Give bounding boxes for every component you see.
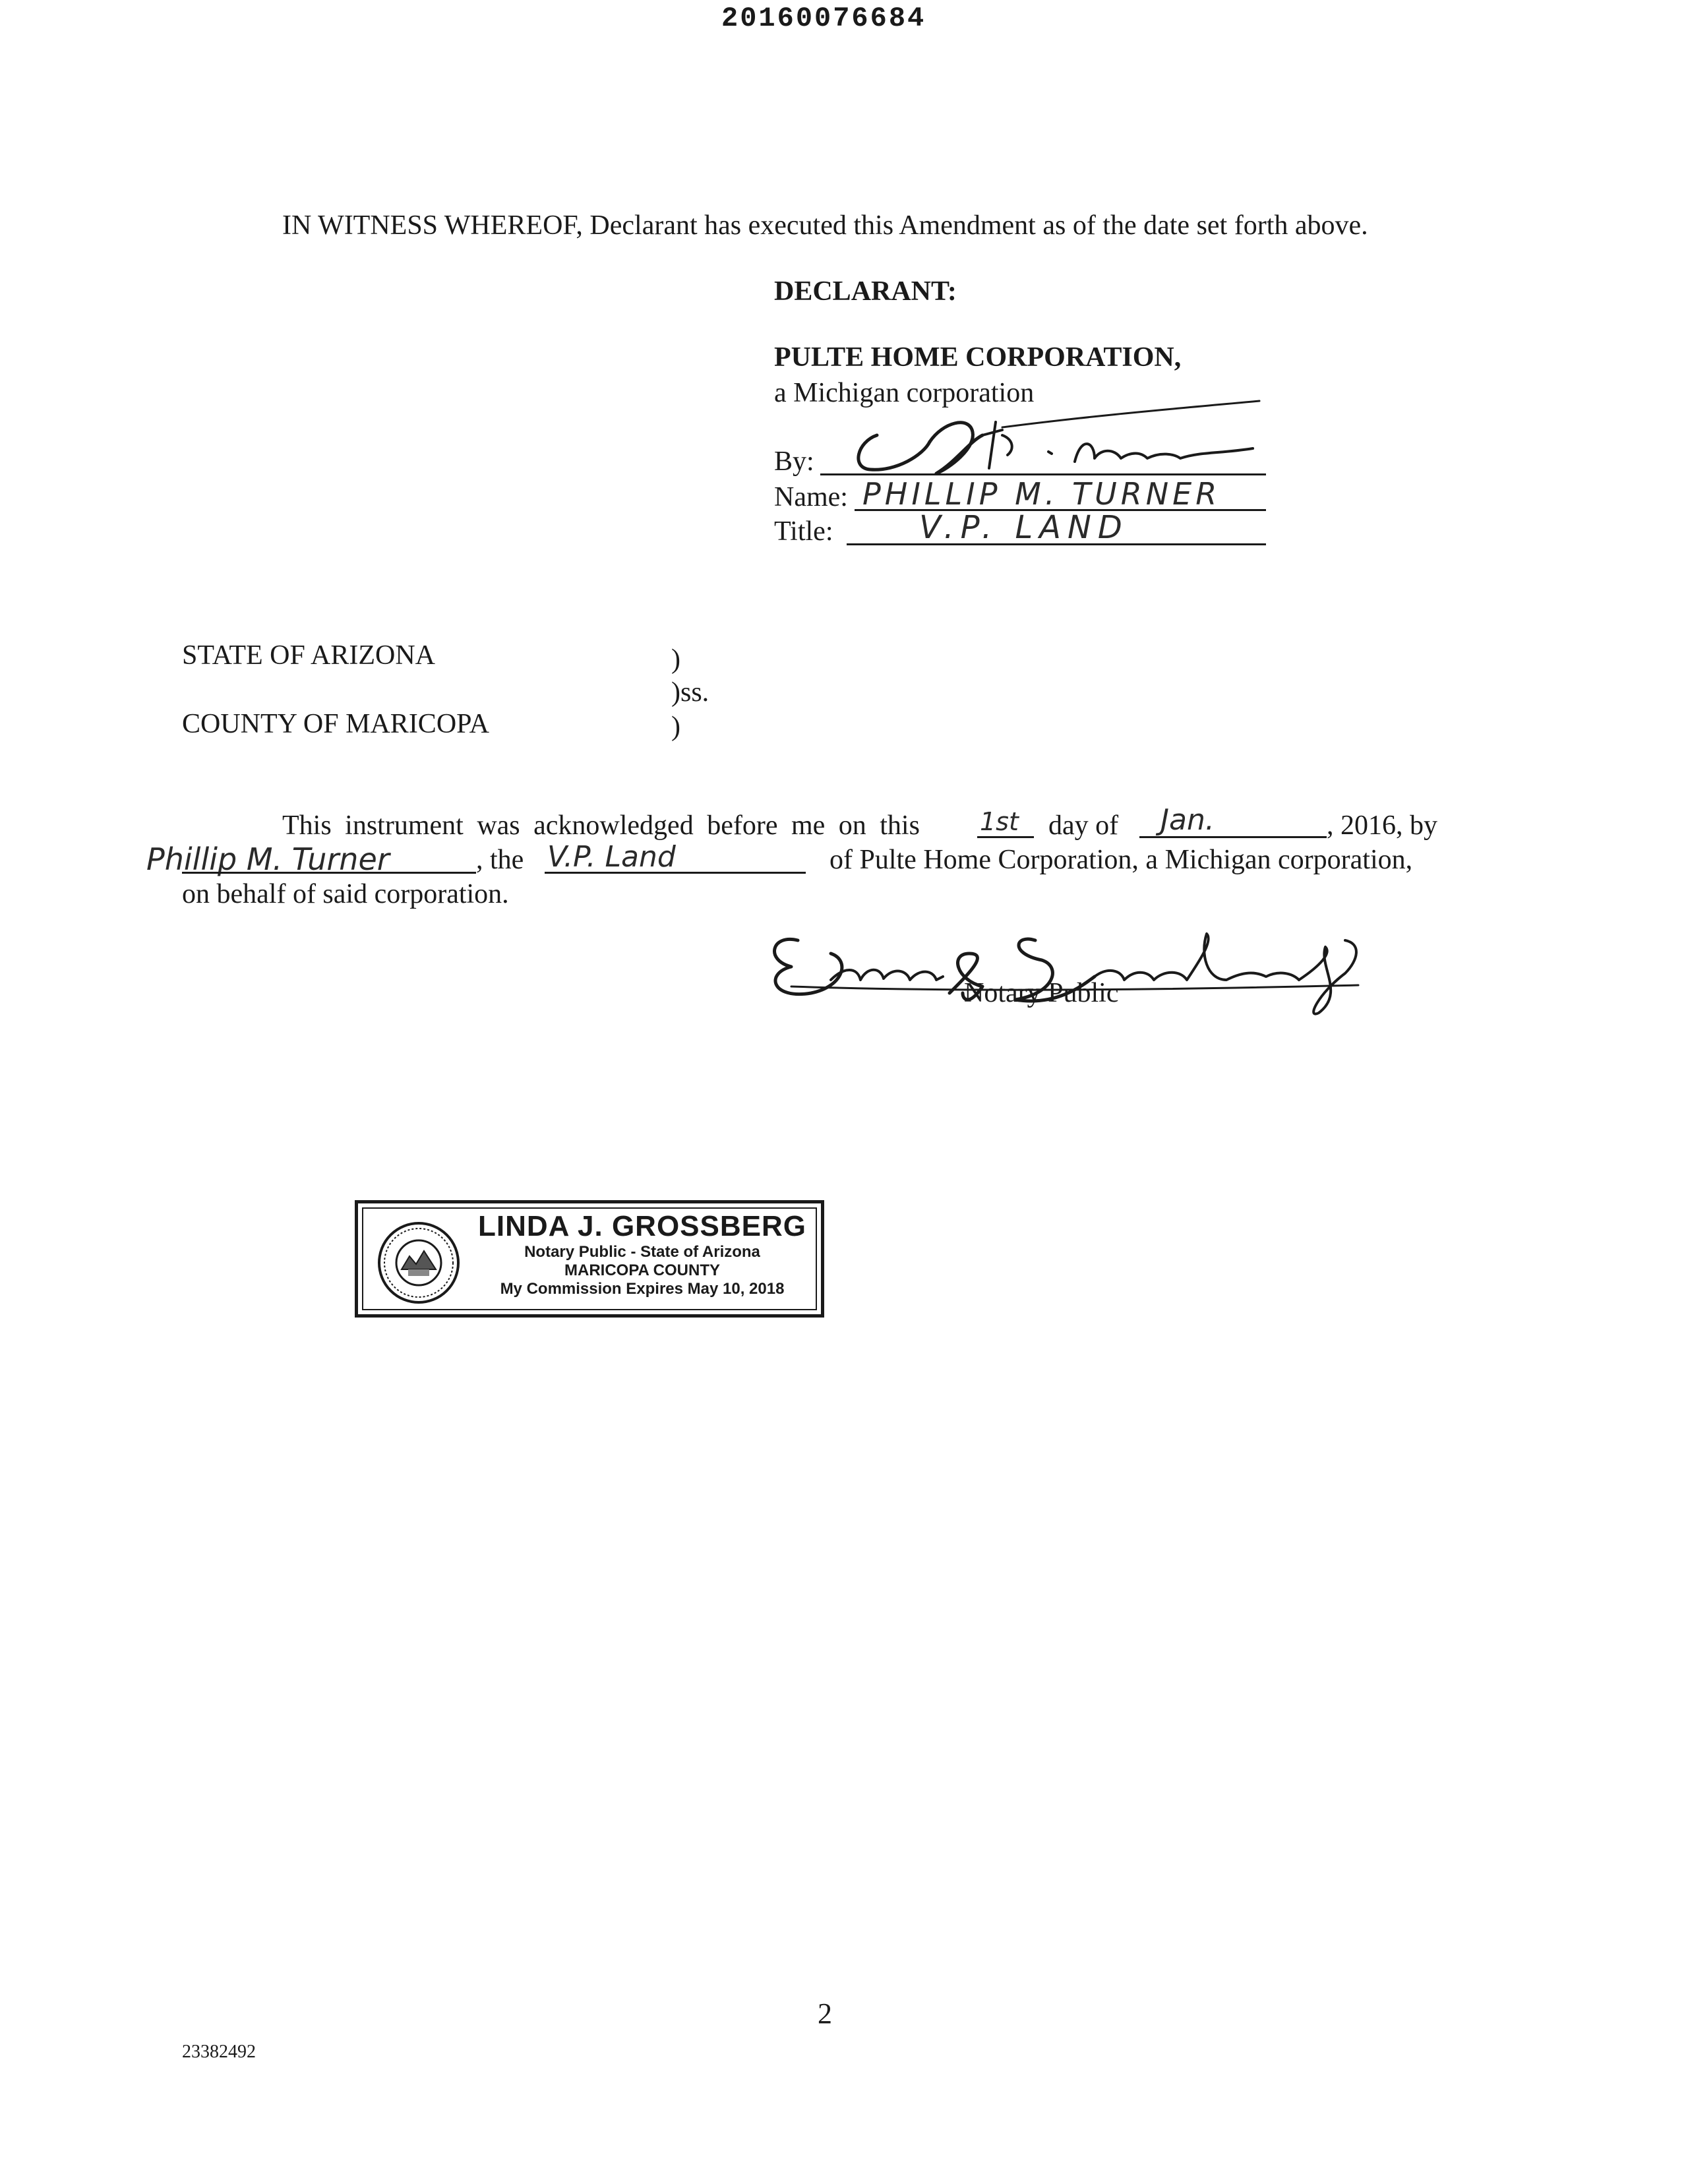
ack-person-line [182,872,476,874]
declarant-signature [831,396,1292,481]
ack-text-4: , the [476,845,524,875]
title-label: Title: [774,516,833,547]
ack-text-5: of Pulte Home Corporation, a Michigan corporation, [829,845,1413,875]
name-handwritten-value: PHILLIP M. TURNER [862,476,1221,512]
company-description: a Michigan corporation [774,378,1035,408]
ack-month-value: Jan. [1160,803,1215,837]
notary-stamp-county: MARICOPA COUNTY [564,1261,720,1279]
ack-role-line [545,872,806,874]
company-name: PULTE HOME CORPORATION, [774,342,1182,373]
witness-statement: IN WITNESS WHEREOF, Declarant has executed this Amendment as of the date set forth above. [282,210,1368,241]
arizona-seal-icon [377,1221,461,1305]
notary-public-label: Notary Public [964,978,1119,1008]
ack-person-value: Phillip M. Turner [146,841,390,877]
notary-stamp-state: Notary Public - State of Arizona [524,1243,760,1261]
venue-state: STATE OF ARIZONA [182,640,435,671]
ack-text-6: on behalf of said corporation. [182,879,509,909]
venue-paren-top: ) [671,644,680,675]
notary-stamp-expiration: My Commission Expires May 10, 2018 [500,1280,785,1298]
ack-month-line [1139,836,1327,838]
ack-role-value: V.P. Land [547,840,676,874]
ack-text-3: , 2016, by [1327,810,1437,841]
title-handwritten-value: V.P. LAND [919,509,1129,546]
ack-text-1: This instrument was acknowledged before me on this [282,810,920,841]
ack-text-2: day of [1048,810,1119,841]
venue-ss: )ss. [671,677,709,708]
ack-day-value: 1st [980,807,1019,836]
notary-stamp [355,1200,824,1318]
recording-number: 20160076684 [721,3,926,34]
page-number: 2 [818,1997,832,2030]
venue-paren-bottom: ) [671,712,680,742]
notary-stamp-text [470,1203,814,1298]
notary-stamp-name: LINDA J. GROSSBERG [478,1210,806,1242]
ack-day-line [977,836,1034,838]
venue-county: COUNTY OF MARICOPA [182,709,489,739]
document-id: 23382492 [182,2042,256,2062]
declarant-heading: DECLARANT: [774,276,957,307]
by-label: By: [774,446,814,477]
name-label: Name: [774,482,848,512]
